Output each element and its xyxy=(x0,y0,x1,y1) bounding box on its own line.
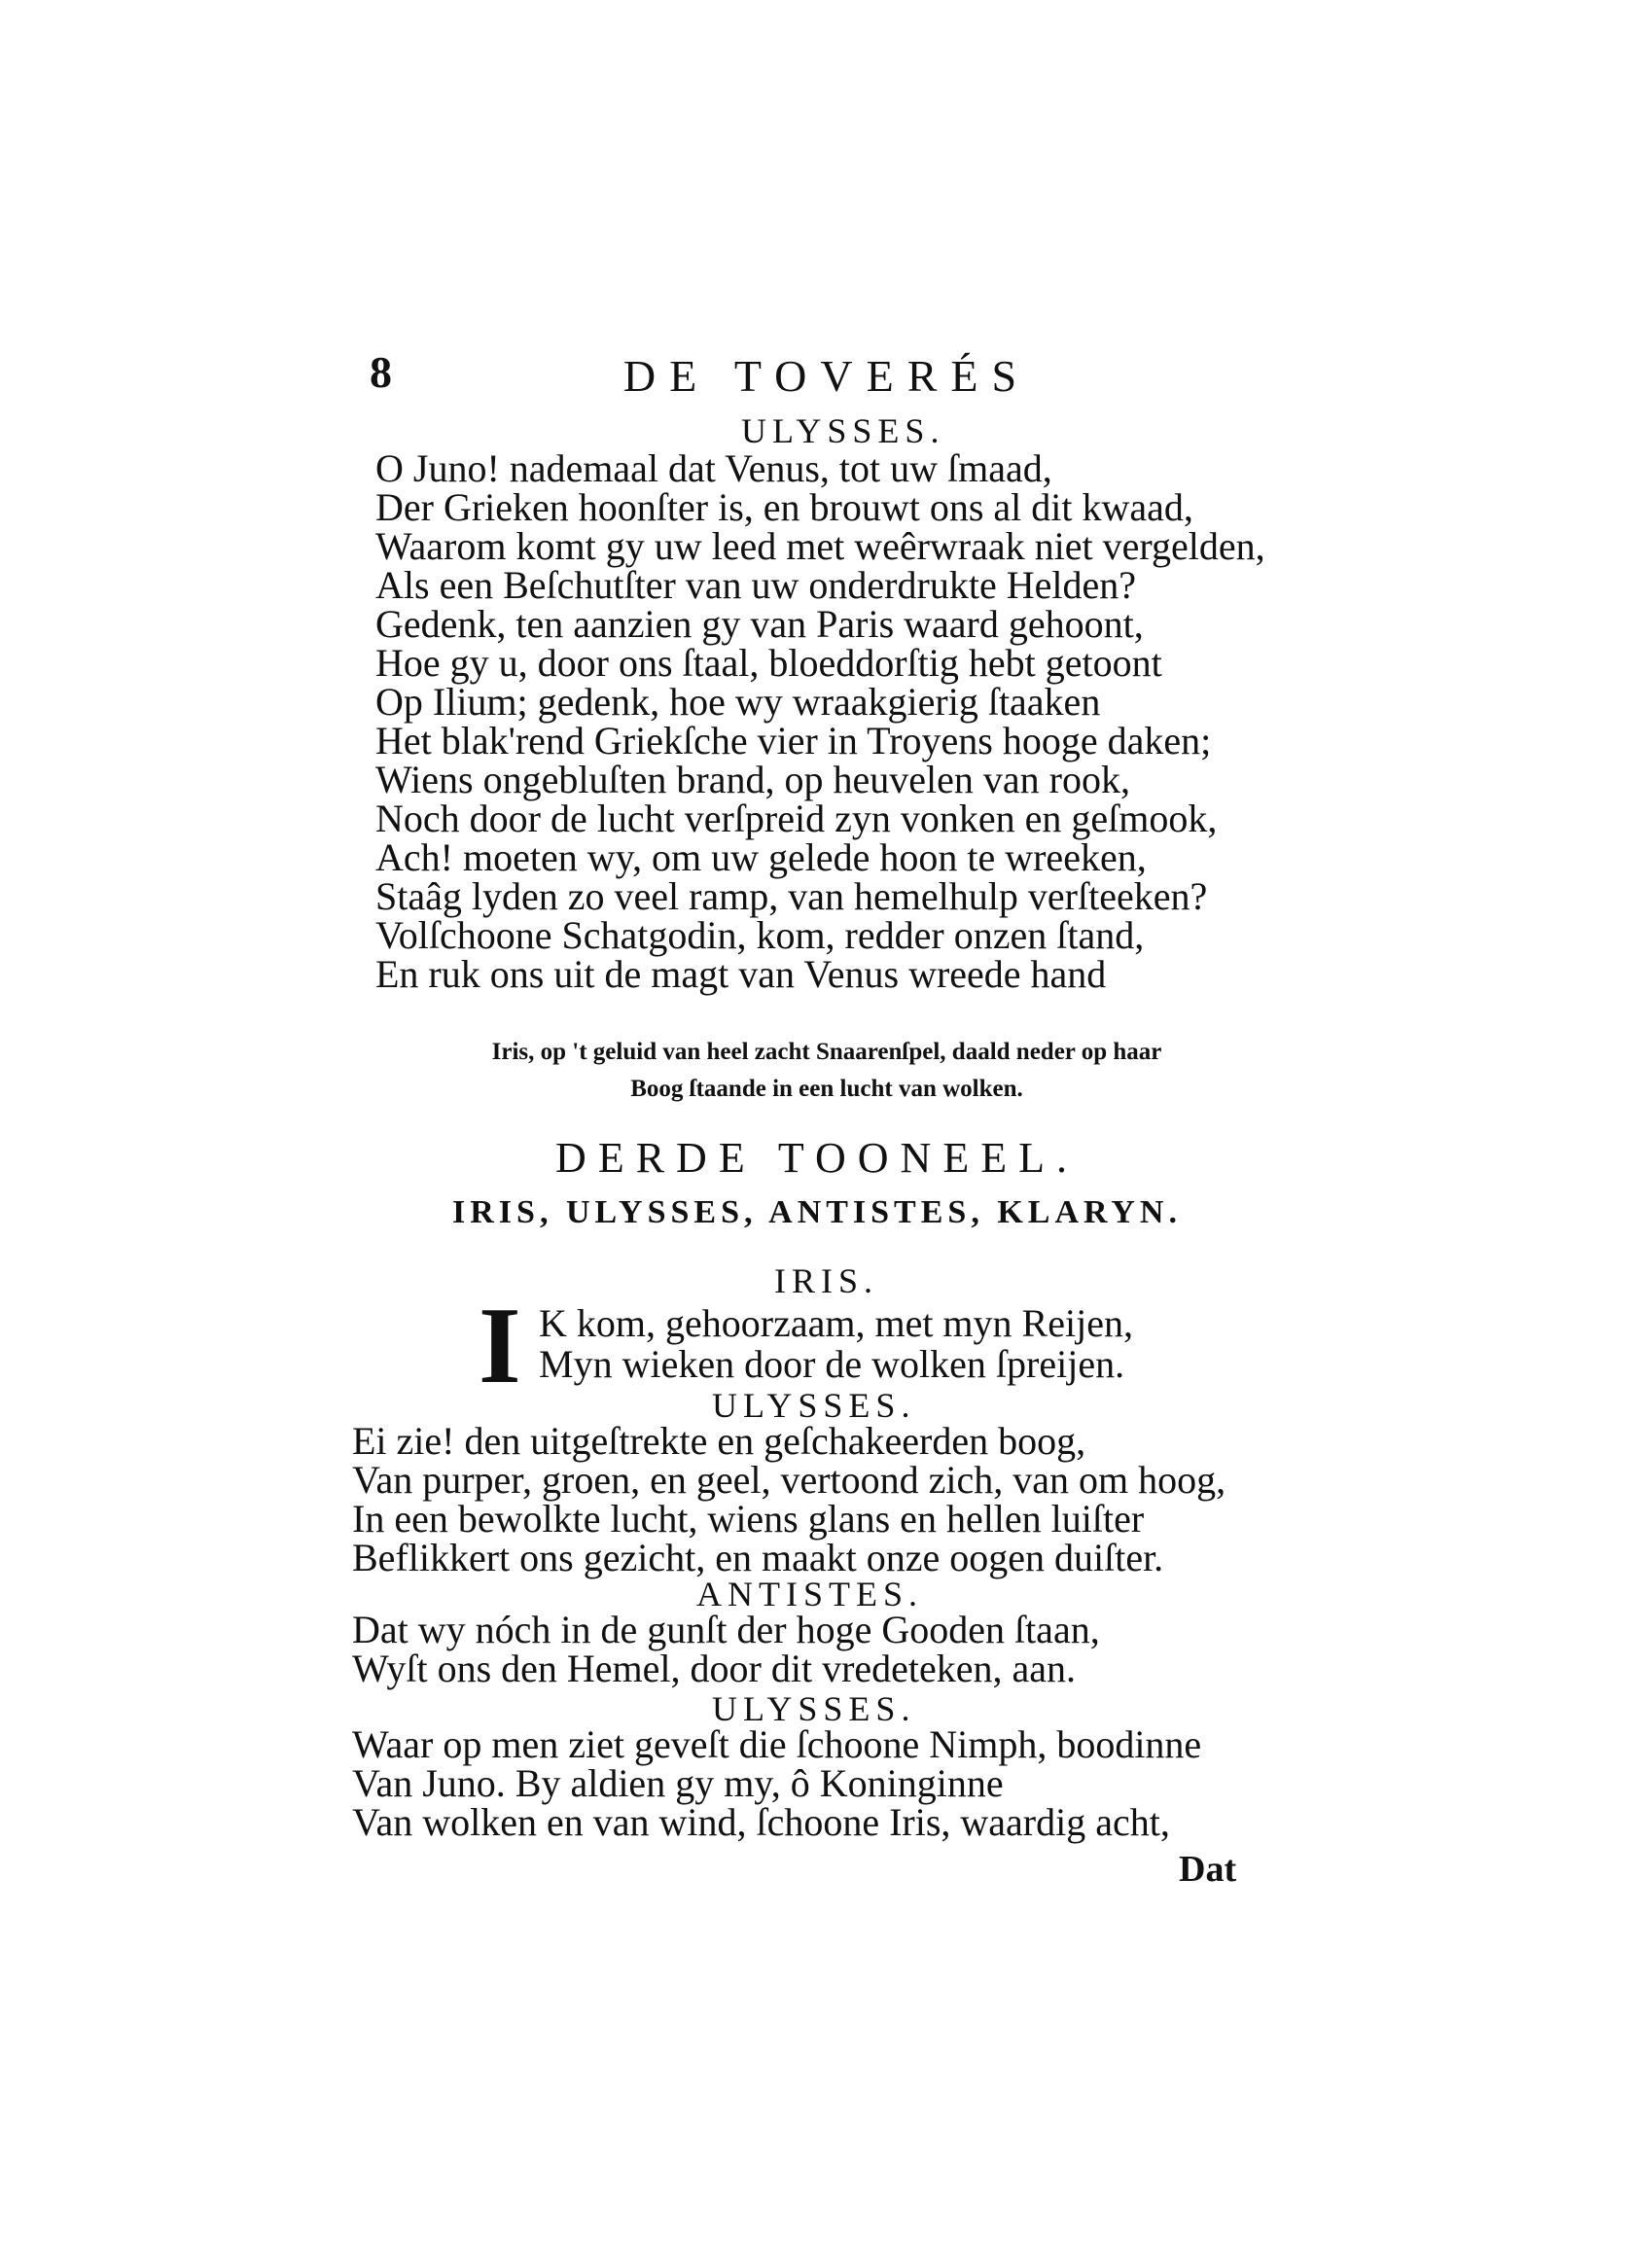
verse-block-ulysses-2 xyxy=(352,1419,1226,1579)
cast-list: IRIS, ULYSSES, ANTISTES, KLARYN. xyxy=(452,1194,1182,1230)
stage-direction-line: Iris, op 't geluid van heel zacht Snaarenſpel, daald neder op haar xyxy=(491,1039,1162,1065)
verse-line: Wiens ongebluſten brand, op heuvelen van rook, xyxy=(375,758,1130,801)
verse-line: Hoe gy u, door ons ſtaal, bloeddorſtig hebt getoont xyxy=(375,641,1162,685)
verse-line: Volſchoone Schatgodin, kom, redder onzen ſtand, xyxy=(375,913,1145,957)
verse-line: K kom, gehoorzaam, met myn Reijen, xyxy=(539,1301,1133,1345)
verse-line: Gedenk, ten aanzien gy van Paris waard gehoont, xyxy=(375,602,1144,646)
verse-line: In een bewolkte lucht, wiens glans en hellen luiſter xyxy=(352,1497,1145,1541)
verse-line: O Juno! nademaal dat Venus, tot uw ſmaad, xyxy=(375,446,1052,490)
stage-direction-line: Boog ſtaande in een lucht van wolken. xyxy=(630,1076,1023,1102)
verse-line: Dat wy nóch in de gunſt der hoge Gooden ſtaan, xyxy=(352,1608,1100,1651)
verse-block-ulysses-3 xyxy=(352,1722,1202,1844)
verse-line: Der Grieken hoonſter is, en brouwt ons al dit kwaad, xyxy=(375,485,1193,529)
stage-direction xyxy=(389,1034,1264,1108)
verse-line: Staâg lyden zo veel ramp, van hemelhulp verſteeken? xyxy=(375,874,1208,918)
scene-title: DERDE TOONEEL. xyxy=(555,1134,1079,1182)
verse-line: Het blak'rend Griekſche vier in Troyens hooge daken; xyxy=(375,719,1212,762)
verse-line: Van Juno. By aldien gy my, ô Koninginne xyxy=(352,1761,1004,1805)
verse-line: Wyſt ons den Hemel, door dit vredeteken, aan. xyxy=(352,1647,1077,1690)
verse-line: En ruk ons uit de magt van Venus wreede hand xyxy=(375,952,1107,996)
verse-block-antistes xyxy=(352,1608,1100,1690)
speaker-heading-ulysses: ULYSSES. xyxy=(741,411,945,450)
verse-line: Waarom komt gy uw leed met weêrwraak niet vergelden, xyxy=(375,524,1265,568)
iris-verse-lines xyxy=(539,1303,1133,1385)
running-head: DE TOVERÉS xyxy=(622,351,1031,401)
verse-line: Waar op men ziet geveſt die ſchoone Nimph, boodinne xyxy=(352,1722,1202,1766)
verse-line: Ach! moeten wy, om uw gelede hoon te wreeken, xyxy=(375,835,1147,879)
speaker-heading-iris: IRIS. xyxy=(774,1261,879,1300)
page-number: 8 xyxy=(370,347,392,397)
verse-line: Als een Beſchutſter van uw onderdrukte Helden? xyxy=(375,563,1136,607)
speaker-heading-ulysses: ULYSSES. xyxy=(712,1689,916,1728)
verse-block-ulysses-1 xyxy=(375,446,1265,996)
drop-cap: I xyxy=(479,1286,521,1406)
verse-line: Beflikkert ons gezicht, en maakt onze oogen duiſter. xyxy=(352,1536,1164,1579)
speaker-heading-ulysses: ULYSSES. xyxy=(712,1386,916,1425)
verse-line: Op Ilium; gedenk, hoe wy wraakgierig ſtaaken xyxy=(375,680,1101,724)
verse-line: Ei zie! den uitgeſtrekte en geſchakeerden boog, xyxy=(352,1419,1086,1463)
verse-line: Noch door de lucht verſpreid zyn vonken en geſmook, xyxy=(375,797,1218,840)
catchword: Dat xyxy=(1179,1849,1237,1890)
page-header xyxy=(370,346,1284,414)
speaker-heading-antistes: ANTISTES. xyxy=(696,1575,923,1613)
verse-line: Van wolken en van wind, ſchoone Iris, waardig acht, xyxy=(352,1800,1170,1844)
verse-line: Van purper, groen, en geel, vertoond zich, van om hoog, xyxy=(352,1458,1226,1502)
verse-line: Myn wieken door de wolken ſpreijen. xyxy=(539,1342,1125,1386)
